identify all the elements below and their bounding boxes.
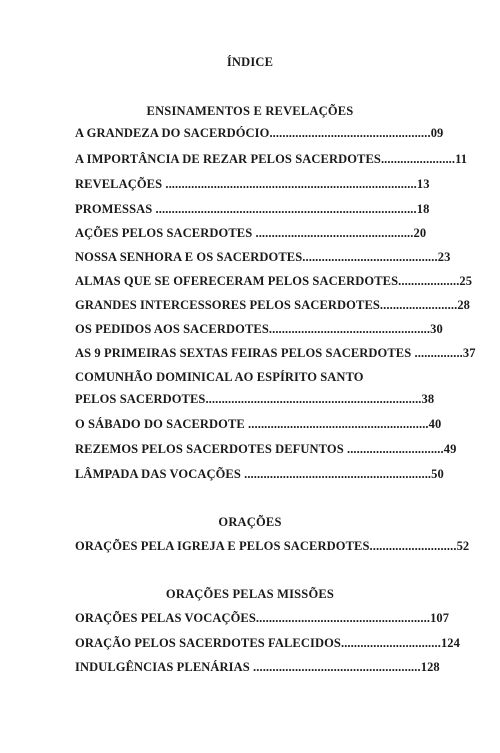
toc-entry: ALMAS QUE SE OFERECERAM PELOS SACERDOTES...................25 <box>75 274 473 288</box>
toc-entry: AÇÕES PELOS SACERDOTES .................................................20 <box>75 226 427 240</box>
toc-entry: A GRANDEZA DO SACERDÓCIO..................................................09 <box>75 126 444 140</box>
toc-entry: OS PEDIDOS AOS SACERDOTES..................................................30 <box>75 322 443 336</box>
toc-entry: GRANDES INTERCESSORES PELOS SACERDOTES........................28 <box>75 298 471 312</box>
section-heading-missoes: ORAÇÕES PELAS MISSÕES <box>165 587 335 601</box>
toc-entry: INDULGÊNCIAS PLENÁRIAS ....................................................128 <box>75 660 440 674</box>
toc-entry: AS 9 PRIMEIRAS SEXTAS FEIRAS PELOS SACERDOTES ...............37 <box>75 346 476 360</box>
toc-entry: REZEMOS PELOS SACERDOTES DEFUNTOS ..............................49 <box>75 442 457 456</box>
toc-entry: COMUNHÃO DOMINICAL AO ESPÍRITO SANTO <box>75 370 364 384</box>
toc-entry: ORAÇÕES PELAS VOCAÇÕES......................................................107 <box>75 611 450 625</box>
toc-entry: A IMPORTÂNCIA DE REZAR PELOS SACERDOTES.......................11 <box>75 152 468 166</box>
section-heading-oracoes: ORAÇÕES <box>218 515 282 529</box>
toc-entry: ORAÇÕES PELA IGREJA E PELOS SACERDOTES...........................52 <box>75 539 470 553</box>
toc-entry: O SÁBADO DO SACERDOTE ........................................................40 <box>75 417 442 431</box>
page-title: ÍNDICE <box>226 55 274 69</box>
toc-entry: PROMESSAS .................................................................................18 <box>75 202 430 216</box>
toc-entry: PELOS SACERDOTES...................................................................38 <box>75 392 435 406</box>
toc-entry: ORAÇÃO PELOS SACERDOTES FALECIDOS...............................124 <box>75 636 460 650</box>
toc-entry: REVELAÇÕES ..............................................................................13 <box>75 177 430 191</box>
toc-entry: NOSSA SENHORA E OS SACERDOTES..........................................23 <box>75 250 451 264</box>
toc-entry: LÂMPADA DAS VOCAÇÕES ..........................................................50 <box>75 467 444 481</box>
section-heading-ensinamentos: ENSINAMENTOS E REVELAÇÕES <box>146 104 354 118</box>
